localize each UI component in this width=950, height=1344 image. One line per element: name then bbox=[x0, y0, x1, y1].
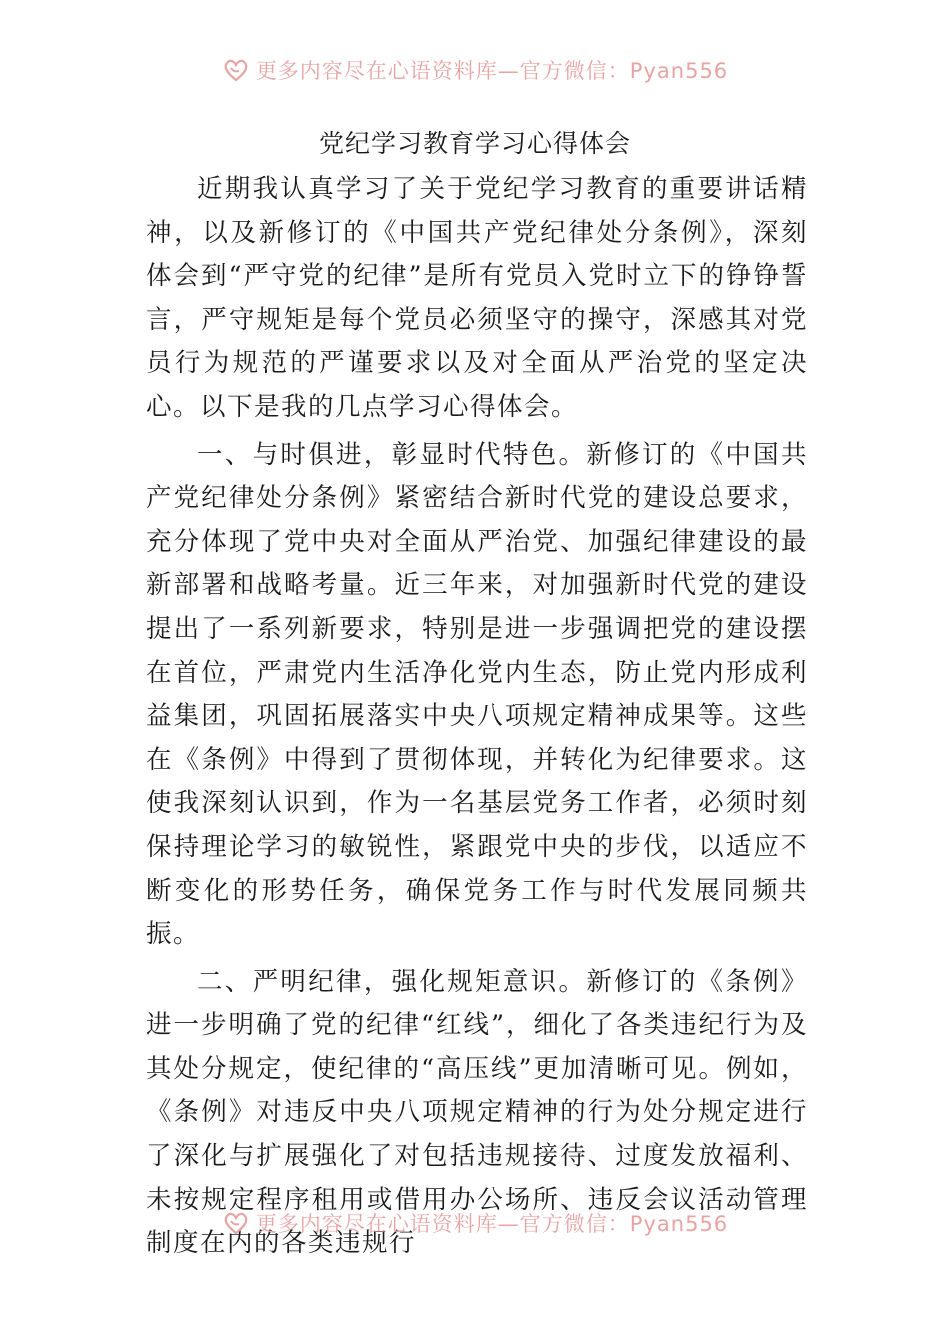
header-watermark-text: 更多内容尽在心语资料库—官方微信：Pyan556 bbox=[255, 59, 729, 83]
paragraph-point-one: 一、与时俱进，彰显时代特色。新修订的《中国共产党纪律处分条例》紧密结合新时代党的建设总要求，充分体现了党中央对全面从严治党、加强纪律建设的最新部署和战略考量。近三年来，对加强新时代党的建设提出了一系列新要求，特别是进一步强调把党的建设摆在首位，严肃党内生活净化党内生态，防止党内形成利益集团，巩固拓展落实中央八项规定精神成果等。这些在《条例》中得到了贯彻体现，并转化为纪律要求。这使我深刻认识到，作为一名基层党务工作者，必须时刻保持理论学习的敏锐性，紧跟党中央的步伐，以适应不断变化的形势任务，确保党务工作与时代发展同频共振。 bbox=[146, 439, 808, 950]
paragraph-intro: 近期我认真学习了关于党纪学习教育的重要讲话精神，以及新修订的《中国共产党纪律处分条例》，深刻体会到“严守党的纪律”是所有党员入党时立下的铮铮誓言，严守规矩是每个党员必须坚守的操守，深感其对党员行为规范的严谨要求以及对全面从严治党的坚定决心。以下是我的几点学习心得体会。 bbox=[146, 174, 808, 422]
footer-watermark-text: 更多内容尽在心语资料库—官方微信：Pyan556 bbox=[255, 1212, 729, 1236]
page-title: 党纪学习教育学习心得体会 bbox=[318, 129, 631, 158]
document-body bbox=[146, 168, 808, 1266]
paragraph-point-two: 二、严明纪律，强化规矩意识。新修订的《条例》进一步明确了党的纪律“红线”，细化了各类违纪行为及其处分规定，使纪律的“高压线”更加清晰可见。例如，《条例》对违反中央八项规定精神的行为处分规定进行了深化与扩展强化了对包括违规接待、过度发放福利、未按规定程序租用或借用办公场所、违反会议活动管理制度在内的各类违规行 bbox=[146, 966, 808, 1259]
heart-logo-icon bbox=[222, 56, 250, 84]
header-watermark bbox=[0, 50, 950, 90]
heart-logo-icon bbox=[222, 1209, 250, 1237]
footer-watermark bbox=[0, 1203, 950, 1243]
